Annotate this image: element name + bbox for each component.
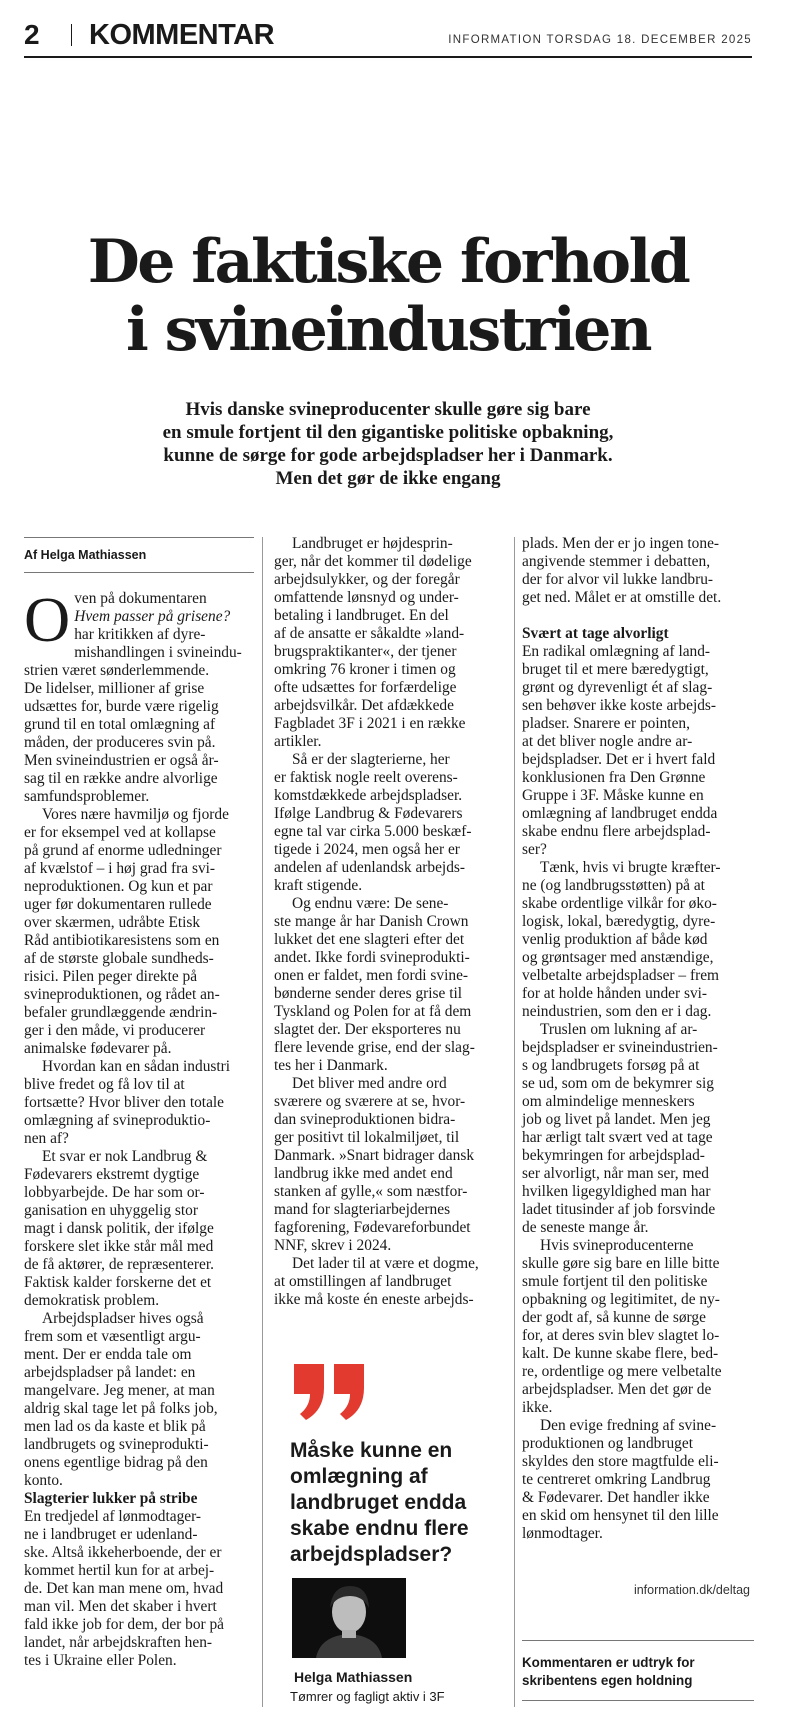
- article-line: af kvælstof – i høj grad fra svi-: [24, 860, 216, 877]
- article-line: ne i landbruget er udenland-: [24, 1526, 198, 1543]
- article-line: blive fredet og få lov til at: [24, 1076, 185, 1093]
- article-line: kalt. De kunne skabe flere, bed-: [522, 1345, 719, 1362]
- pullquote-line: skabe endnu flere: [290, 1517, 469, 1540]
- article-line: ganisation en uhyggelig stor: [24, 1202, 198, 1219]
- article-line: om almindelige menneskers: [522, 1093, 695, 1110]
- article-line: kommet hertil kun for at arbej-: [24, 1562, 215, 1579]
- article-subheading: Svært at tage alvorligt: [522, 625, 669, 642]
- disclaimer-line: Kommentaren er udtryk for: [522, 1655, 695, 1670]
- article-line: bruget til et mere bæredygtigt,: [522, 661, 709, 678]
- subheadline-line: Men det gør de ikke engang: [275, 468, 501, 489]
- article-line: en skid om hensynet til den lille: [522, 1507, 719, 1524]
- article-line: Men svineindustrien er også år-: [24, 752, 219, 769]
- article-line: af de ansatte er såkaldte »land-: [274, 625, 465, 642]
- subheadline: [24, 398, 752, 490]
- article-line: af de største globale sundheds-: [24, 950, 214, 967]
- article-line: de. Det kan man mene om, hvad: [24, 1580, 224, 1597]
- byline-rule: [24, 537, 254, 538]
- article-column-1: [24, 584, 254, 1670]
- article-line: ikke.: [522, 1399, 553, 1416]
- article-line: smule fortjent til den politiske: [522, 1273, 708, 1290]
- article-line: ste mange år har Danish Crown: [274, 913, 469, 930]
- author-role: Tømrer og fagligt aktiv i 3F: [290, 1689, 445, 1704]
- page-number: 2: [24, 19, 40, 50]
- article-line: animalske fødevarer på.: [24, 1040, 172, 1057]
- article-line: onens egentlige bidrag på den: [24, 1454, 208, 1471]
- article-line: artikler.: [274, 733, 322, 750]
- disclaimer-line: skribentens egen holdning: [522, 1673, 693, 1688]
- subheadline-line: Hvis danske svineproducenter skulle gøre sig bare: [185, 399, 591, 420]
- author-photo-icon: [292, 1578, 406, 1658]
- documentary-title: Hvem passer på grisene?: [74, 608, 231, 625]
- article-line: landbrugets og svineprodukti-: [24, 1436, 209, 1453]
- disclaimer: [522, 1654, 754, 1690]
- article-line: landbrug ikke med andet end: [274, 1165, 453, 1182]
- article-line: lukket det ene slagteri efter det: [274, 931, 465, 948]
- article-line: Det lader til at være et dogme,: [292, 1255, 479, 1272]
- byline: Af Helga Mathiassen: [24, 548, 147, 562]
- article-line: Gruppe i 3F. Måske kunne en: [522, 787, 704, 804]
- article-line: Et svar er nok Landbrug &: [42, 1148, 208, 1165]
- article-line: konklusionen fra Den Grønne: [522, 769, 706, 786]
- article-line: omkring 76 kroner i timen og: [274, 661, 456, 678]
- article-line: der for alvor vil lukke landbru-: [522, 571, 714, 588]
- byline-rule-bottom: [24, 572, 254, 573]
- article-line: arbejdsvilkår. Det afdækkede: [274, 697, 454, 714]
- article-line: skabe ordentlige vilkår for øko-: [522, 895, 717, 912]
- dateline: INFORMATION TORSDAG 18. DECEMBER 2025: [448, 34, 752, 46]
- article-line: forskere slet ikke står mål med: [24, 1238, 214, 1255]
- article-line: befaler grundlæggende ændrin-: [24, 1004, 218, 1021]
- article-line: job og livet på landet. Men jeg: [522, 1111, 711, 1128]
- article-line: Ifølge Landbrug & Fødevarers: [274, 805, 463, 822]
- article-line: fortsætte? Hvor bliver den totale: [24, 1094, 225, 1111]
- article-line: plads. Men der er jo ingen tone-: [522, 535, 720, 552]
- masthead-separator: [71, 24, 72, 46]
- article-line: Landbruget er højdesprin-: [292, 535, 453, 552]
- article-line: over skærmen, udråbte Etisk: [24, 914, 201, 931]
- article-line: andelen af udenlandsk arbejds-: [274, 859, 466, 876]
- article-line: skyldes den store magtfulde eli-: [522, 1453, 719, 1470]
- article-line: onen er faldet, men fordi svine-: [274, 967, 469, 984]
- article-line: andet. Ikke fordi svineprodukti-: [274, 949, 470, 966]
- subheadline-line: kunne de sørge for gode arbejdspladser her i Danmark.: [163, 445, 613, 466]
- article-line: svineproduktionen, og rådet an-: [24, 986, 220, 1003]
- article-line: Den evige fredning af svine-: [540, 1417, 717, 1434]
- headline-line: i svineindustrien: [125, 295, 651, 365]
- article-line: De lidelser, millioner af grise: [24, 680, 205, 697]
- article-line: tes her i Danmark.: [274, 1057, 388, 1074]
- article-line: neindustrien, som den er i dag.: [522, 1003, 712, 1020]
- author-photo: [292, 1578, 406, 1658]
- article-line: Det bliver med andre ord: [292, 1075, 447, 1092]
- article-line: opbakning og legitimitet, de ny-: [522, 1291, 720, 1308]
- article-line: flere levende grise, end der slag-: [274, 1039, 475, 1056]
- article-column-3: [522, 535, 754, 1543]
- article-line: tes i Ukraine eller Polen.: [24, 1652, 177, 1669]
- article-line: Fagbladet 3F i 2021 i en række: [274, 715, 466, 732]
- article-line: ladet titusinder af job forsvinde: [522, 1201, 716, 1218]
- article-line: En radikal omlægning af land-: [522, 643, 711, 660]
- author-name: Helga Mathiassen: [294, 1669, 413, 1685]
- article-line: angivende stemmer i debatten,: [522, 553, 711, 570]
- article-line: hvilken ligegyldighed man har: [522, 1183, 711, 1200]
- article-line: der godt af, så kunne de sørge: [522, 1309, 706, 1326]
- article-line: sen behøver ikke koste arbejds-: [522, 697, 717, 714]
- article-line: [522, 607, 754, 625]
- quote-mark-icon: [290, 1362, 370, 1422]
- article-line: ikke må koste én eneste arbejds-: [274, 1291, 474, 1308]
- article-line: mangelvare. Jeg mener, at man: [24, 1382, 215, 1399]
- article-line: Hvordan kan en sådan industri: [42, 1058, 231, 1075]
- article-line: på grund af enorme udledninger: [24, 842, 222, 859]
- quote-mark-right: [334, 1364, 364, 1420]
- article-line: kraft stigende.: [274, 877, 363, 894]
- deltag-link[interactable]: information.dk/deltag: [633, 1583, 750, 1597]
- article-line: Truslen om lukning af ar-: [540, 1021, 698, 1038]
- article-line: uger før dokumentaren rullede: [24, 896, 212, 913]
- article-line: ger positivt til lokalmiljøet, til: [274, 1129, 460, 1146]
- article-line: ger, når det kommer til dødelige: [274, 553, 472, 570]
- article-line: get ned. Målet er at omstille det.: [522, 589, 722, 606]
- article-line: landet, når arbejdskraften hen-: [24, 1634, 213, 1651]
- article-line: lobbyarbejde. De har som or-: [24, 1184, 205, 1201]
- article-line: omfattende lønsnyd og under-: [274, 589, 459, 606]
- column-divider: [262, 537, 263, 1707]
- article-line: men lad os da kaste et blik på: [24, 1418, 206, 1435]
- article-line: skulle gøre sig bare en lille bitte: [522, 1255, 720, 1272]
- article-line: fald ikke job for dem, der bor på: [24, 1616, 225, 1633]
- article-line: sværere og sværere at se, hvor-: [274, 1093, 466, 1110]
- pullquote-line: arbejdspladser?: [290, 1543, 453, 1566]
- article-line: arbejdsulykker, og der foregår: [274, 571, 460, 588]
- article-line: betaling i landbruget. En del: [274, 607, 449, 624]
- article-line: frem som et væsentligt argu-: [24, 1328, 201, 1345]
- article-line: dan svineproduktionen bidra-: [274, 1111, 456, 1128]
- article-line: se ud, som om de bekymrer sig: [522, 1075, 714, 1092]
- article-line: samfundsproblemer.: [24, 788, 150, 805]
- article-line: bønderne sender deres grise til: [274, 985, 463, 1002]
- disclaimer-rule: [522, 1640, 754, 1641]
- article-line: bejdspladser. Det er i hvert fald: [522, 751, 716, 768]
- article-line: pladser. Snarere er pointen,: [522, 715, 690, 732]
- pullquote-line: omlægning af: [290, 1465, 428, 1488]
- article-line: Danmark. »Snart bidrager dansk: [274, 1147, 475, 1164]
- article-line: & Fødevarer. Det handler ikke: [522, 1489, 710, 1506]
- article-line: omlægning af svineproduktio-: [24, 1112, 211, 1129]
- article-line: sag til en række andre alvorlige: [24, 770, 218, 787]
- article-line: for, at deres svin blev slagtet lo-: [522, 1327, 720, 1344]
- article-line: Faktisk kalder forskerne det et: [24, 1274, 212, 1291]
- column-body: [274, 535, 506, 1309]
- article-line: ske. Altså ikkeherboende, der er: [24, 1544, 222, 1561]
- masthead: [24, 18, 752, 58]
- article-line: konto.: [24, 1472, 63, 1489]
- article-line: for at holde hånden under svi-: [522, 985, 708, 1002]
- column-body: [24, 644, 254, 1670]
- article-line: fagforening, Fødevareforbundet: [274, 1219, 471, 1236]
- article-line: egne tal var cirka 5.000 beskæf-: [274, 823, 472, 840]
- article-line: NNF, skrev i 2024.: [274, 1237, 392, 1254]
- section-title: KOMMENTAR: [89, 19, 275, 51]
- article-line: ven på dokumentaren: [74, 590, 207, 607]
- article-line: nen af?: [24, 1130, 69, 1147]
- article-line: man vil. Men det skaber i hvert: [24, 1598, 217, 1615]
- article-line: te centreret omkring Landbrug: [522, 1471, 711, 1488]
- article-line: ne (og landbrugsstøtten) på at: [522, 877, 705, 894]
- article-line: Tyskland og Polen for at få dem: [274, 1003, 472, 1020]
- article-line: logisk, lokal, bæredygtig, dyre-: [522, 913, 716, 930]
- article-line: komstdækkede arbejdspladser.: [274, 787, 463, 804]
- article-line: velbetalte arbejdspladser – frem: [522, 967, 719, 984]
- article-line: mand for slagteriarbejdernes: [274, 1201, 451, 1218]
- disclaimer-rule-bottom: [522, 1700, 754, 1701]
- subheadline-line: en smule fortjent til den gigantiske politiske opbakning,: [162, 422, 614, 443]
- article-line: ment. Der er endda tale om: [24, 1346, 192, 1363]
- article-line: tigede i 2024, men også her er: [274, 841, 460, 858]
- article-line: Fødevarers ekstremt dygtige: [24, 1166, 200, 1183]
- article-line: ser?: [522, 841, 547, 858]
- article-line: venlig produktion af både kød: [522, 931, 708, 948]
- article-line: udsættes for, burde være rigelig: [24, 698, 219, 715]
- article-line: Så er der slagterierne, her: [292, 751, 450, 768]
- article-line: En tredjedel af lønmodtager-: [24, 1508, 202, 1525]
- article-line: de seneste mange år.: [522, 1219, 649, 1236]
- article-line: Hvis svineproducenterne: [540, 1237, 694, 1254]
- article-line: mishandlingen i svineindu-: [74, 644, 242, 661]
- article-line: er faktisk nogle reelt overens-: [274, 769, 458, 786]
- article-line: produktionen og landbruget: [522, 1435, 693, 1452]
- article-line: omlægning af landbruget endda: [522, 805, 718, 822]
- article-line: Vores nære havmiljø og fjorde: [42, 806, 229, 823]
- article-line: stanken af gylle,« som næstfor-: [274, 1183, 468, 1200]
- article-line: skabe endnu flere arbejdsplad-: [522, 823, 711, 840]
- article-line: måden, der produceres svin på.: [24, 734, 216, 751]
- article-line: Tænk, hvis vi brugte kræfter-: [540, 859, 721, 876]
- article-line: at det bliver nogle andre ar-: [522, 733, 693, 750]
- column-divider: [514, 537, 515, 1707]
- article-line: har ærligt talt svært ved at tage: [522, 1129, 713, 1146]
- pullquote-line: landbruget endda: [290, 1491, 467, 1514]
- pullquote: [290, 1438, 504, 1568]
- article-line: s og landbrugets forsøg på at: [522, 1057, 700, 1074]
- article-line: arbejdspladser. Men det gør de: [522, 1381, 712, 1398]
- article-line: magt i dansk politik, der ifølge: [24, 1220, 214, 1237]
- article-line: Og endnu være: De sene-: [292, 895, 449, 912]
- article-line: ger i den måde, vi producerer: [24, 1022, 206, 1039]
- article-line: har kritikken af dyre-: [74, 626, 206, 643]
- article-line: demokratisk problem.: [24, 1292, 160, 1309]
- quote-mark-left: [294, 1364, 324, 1420]
- article-line: brugspraktikanter«, der tjener: [274, 643, 457, 660]
- column-body: [522, 535, 754, 1543]
- pullquote-line: Måske kunne en: [290, 1439, 453, 1462]
- dropcap: O: [24, 584, 71, 655]
- article-line: bejdspladser er svineindustrien-: [522, 1039, 718, 1056]
- article-line: slagtet der. Der eksporteres nu: [274, 1021, 461, 1038]
- article-column-2: [274, 535, 506, 1309]
- article-line: og grøntsager med anstændige,: [522, 949, 714, 966]
- article-line: Arbejdspladser hives også: [42, 1310, 204, 1327]
- article-line: Råd antibiotikaresistens som en: [24, 932, 220, 949]
- article-line: er for eksempel ved at kollapse: [24, 824, 216, 841]
- article-line: bekymringen for arbejdsplad-: [522, 1147, 705, 1164]
- article-line: arbejdspladser på landet: en: [24, 1364, 196, 1381]
- article-line: grønt og dyrevenligt ét af slag-: [522, 679, 713, 696]
- article-subheading: Slagterier lukker på stribe: [24, 1490, 198, 1507]
- article-line: re, ordentlige og mere velbetalte: [522, 1363, 722, 1380]
- article-line: risici. Pilen peger direkte på: [24, 968, 198, 985]
- article-line: strien været sønderlemmende.: [24, 662, 210, 679]
- article-line: lønmodtager.: [522, 1525, 603, 1542]
- article-line: neproduktionen. Og kun et par: [24, 878, 213, 895]
- article-line: ser alvorligt, når man ser, med: [522, 1165, 710, 1182]
- headline: [24, 228, 752, 364]
- article-line: grund til en total omlægning af: [24, 716, 216, 733]
- article-line: aldrig skal tage let på folks job,: [24, 1400, 218, 1417]
- article-line: at omstillingen af landbruget: [274, 1273, 452, 1290]
- headline-line: De faktiske forhold: [87, 227, 689, 297]
- article-line: ofte udsættes for forfærdelige: [274, 679, 457, 696]
- article-line: de få aktører, de repræsenterer.: [24, 1256, 214, 1273]
